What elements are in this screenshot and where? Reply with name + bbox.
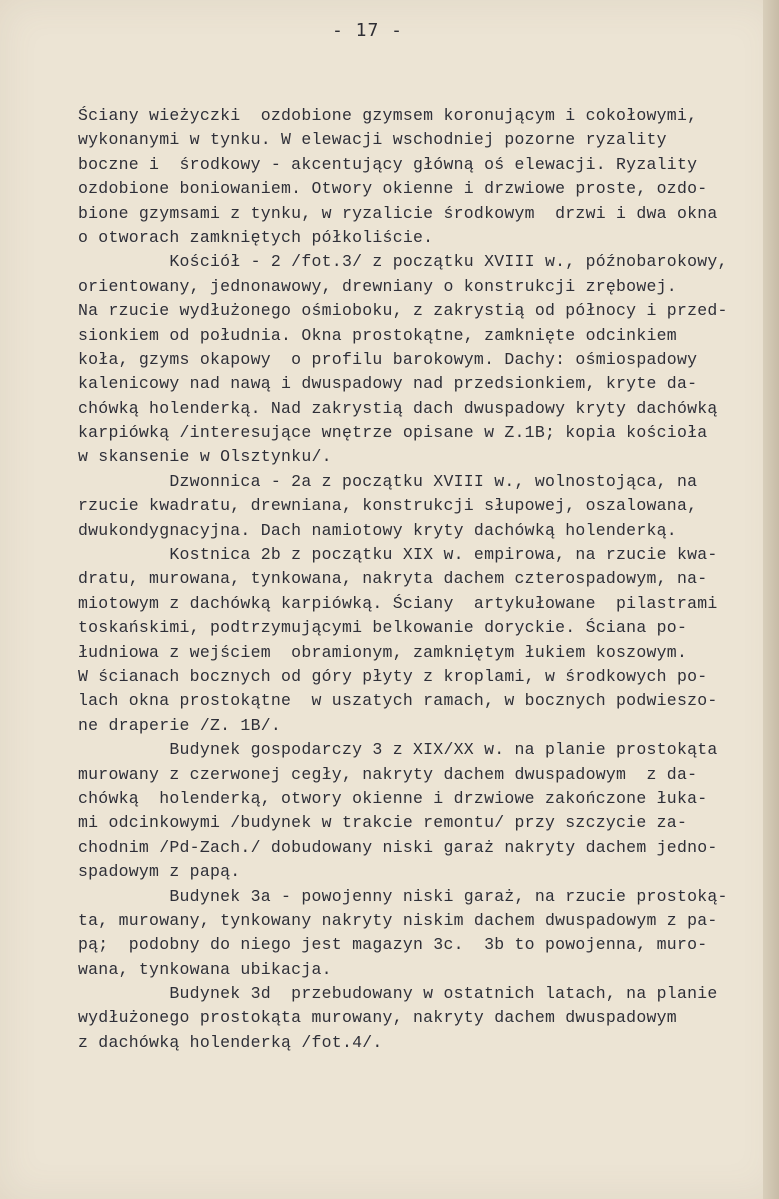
- text-line: Kostnica 2b z początku XIX w. empirowa, na rzucie kwa-: [78, 545, 718, 565]
- text-line: dwukondygnacyjna. Dach namiotowy kryty dachówką holenderką.: [78, 520, 677, 540]
- text-line: Na rzucie wydłużonego ośmioboku, z zakrystią od północy i przed-: [78, 301, 728, 321]
- text-line: łudniowa z wejściem obramionym, zamkniętym łukiem koszowym.: [78, 642, 688, 662]
- text-line: rzucie kwadratu, drewniana, konstrukcji słupowej, oszalowana,: [78, 496, 698, 516]
- text-line: murowany z czerwonej cegły, nakryty dachem dwuspadowym z da-: [78, 764, 698, 784]
- text-line: wykonanymi w tynku. W elewacji wschodniej pozorne ryzality: [78, 130, 667, 150]
- text-line: z dachówką holenderką /fot.4/.: [78, 1032, 383, 1052]
- text-line: chodnim /Pd-Zach./ dobudowany niski garaż nakryty dachem jedno-: [78, 837, 718, 857]
- text-line: mi odcinkowymi /budynek w trakcie remontu/ przy szczycie za-: [78, 813, 688, 833]
- text-line: o otworach zamkniętych półkoliście.: [78, 227, 434, 247]
- text-line: miotowym z dachówką karpiówką. Ściany artykułowane pilastrami: [78, 593, 718, 613]
- text-line: wana, tynkowana ubikacja.: [78, 959, 332, 979]
- text-line: chówką holenderką, otwory okienne i drzwiowe zakończone łuka-: [78, 788, 708, 808]
- text-line: kalenicowy nad nawą i dwuspadowy nad przedsionkiem, kryte da-: [78, 374, 698, 394]
- text-line: Ściany wieżyczki ozdobione gzymsem koronującym i cokołowymi,: [78, 106, 698, 125]
- text-line: spadowym z papą.: [78, 862, 241, 882]
- text-line: Budynek gospodarczy 3 z XIX/XX w. na planie prostokąta: [78, 740, 718, 760]
- text-line: bione gzymsami z tynku, w ryzalicie środkowym drzwi i dwa okna: [78, 203, 718, 223]
- text-line: chówką holenderką. Nad zakrystią dach dwuspadowy kryty dachówką: [78, 398, 718, 418]
- text-line: sionkiem od południa. Okna prostokątne, zamknięte odcinkiem: [78, 325, 677, 345]
- text-line: W ścianach bocznych od góry płyty z kroplami, w środkowych po-: [78, 666, 708, 686]
- text-line: ta, murowany, tynkowany nakryty niskim dachem dwuspadowym z pa-: [78, 910, 718, 930]
- text-line: dratu, murowana, tynkowana, nakryta dachem czterospadowym, na-: [78, 569, 708, 589]
- text-line: wydłużonego prostokąta murowany, nakryty dachem dwuspadowym: [78, 1008, 677, 1028]
- text-line: Dzwonnica - 2a z początku XVIII w., wolnostojąca, na: [78, 471, 698, 491]
- text-line: toskańskimi, podtrzymującymi belkowanie doryckie. Ściana po-: [78, 618, 688, 638]
- text-line: ne draperie /Z. 1B/.: [78, 715, 282, 735]
- text-line: Budynek 3a - powojenny niski garaż, na rzucie prostoką-: [78, 886, 728, 906]
- text-line: ozdobione boniowaniem. Otwory okienne i drzwiowe proste, ozdo-: [78, 179, 708, 199]
- text-line: Budynek 3d przebudowany w ostatnich latach, na planie: [78, 984, 718, 1004]
- text-line: karpiówką /interesujące wnętrze opisane w Z.1B; kopia kościoła: [78, 423, 708, 443]
- page-number: - 17 -: [331, 20, 404, 41]
- text-line: orientowany, jednonawowy, drewniany o konstrukcji zrębowej.: [78, 276, 677, 296]
- text-line: boczne i środkowy - akcentujący główną oś elewacji. Ryzality: [78, 154, 698, 174]
- body-text: [78, 104, 768, 1055]
- text-line: lach okna prostokątne w uszatych ramach, w bocznych podwieszo-: [78, 691, 718, 711]
- text-line: koła, gzyms okapowy o profilu barokowym. Dachy: ośmiospadowy: [78, 349, 698, 369]
- text-line: pą; podobny do niego jest magazyn 3c. 3b to powojenna, muro-: [78, 935, 708, 955]
- text-line: Kościół - 2 /fot.3/ z początku XVIII w., późnobarokowy,: [78, 252, 728, 272]
- text-line: w skansenie w Olsztynku/.: [78, 447, 332, 467]
